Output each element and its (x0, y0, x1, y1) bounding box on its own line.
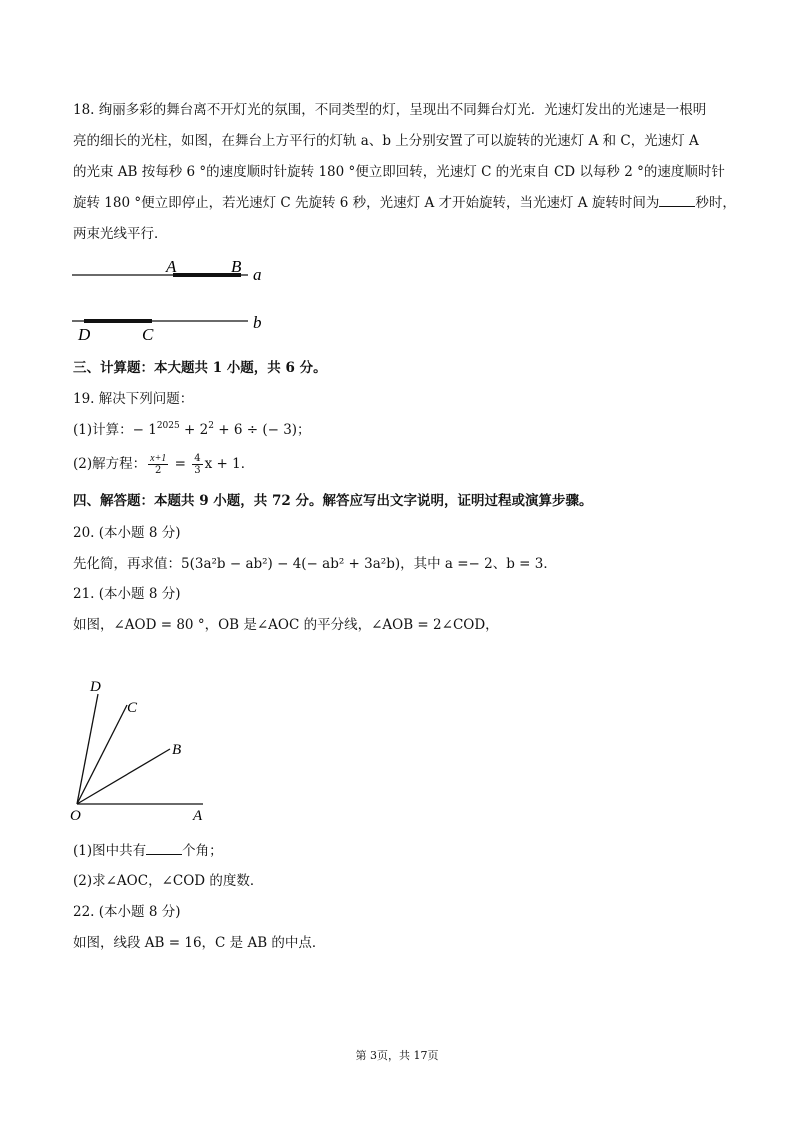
fraction-right-numerator: 4 (194, 453, 201, 464)
q21-p1-text: (1)图中共有 (73, 843, 147, 859)
q18-line-5: 两束光线平行． (73, 226, 168, 242)
fraction-left-numerator: x+1 (150, 453, 167, 464)
q19-p1-term-a: − 1 (132, 422, 157, 438)
ray-OD (77, 694, 98, 804)
q21-figure (60, 672, 230, 827)
label-O: O (70, 808, 81, 824)
label-B-top: B (231, 257, 242, 276)
q18-figure (60, 252, 280, 344)
q21-body: 如图，∠AOD = 80 °，OB 是∠AOC 的平分线，∠AOB = 2∠COD， (73, 617, 499, 633)
label-D: D (90, 679, 101, 695)
equals-sign: = (170, 456, 191, 472)
fraction-left-denominator: 2 (155, 465, 162, 476)
section-3-heading: 三、计算题：本大题共 1 小题，共 6 分。 (73, 360, 327, 376)
q20-body: 先化简，再求值：5(3a²b − ab²) − 4(− ab² + 3a²b)，其中 a =− 2、b = 3． (73, 556, 557, 572)
q18-line-3: 的光束 AB 按每秒 6 °的速度顺时针旋转 180 °便立即回转，光速灯 C 的光束自 CD 以每秒 2 °的速度顺时针 (73, 164, 725, 180)
label-A-top: A (166, 257, 177, 276)
q19-p1-exp-2: 2 (208, 421, 214, 431)
q19-part-1 (73, 421, 722, 439)
q20-title: 20. (本小题 8 分) (73, 525, 181, 541)
q18-line-4-text: 旋转 180 °便立即停止，若光速灯 C 先旋转 6 秒，光速灯 A 才开始旋转，当光速灯 A 旋转时间为 (73, 195, 660, 211)
label-D: D (78, 325, 91, 344)
label-B: B (172, 742, 182, 758)
q19-p2-rest: x + 1． (204, 456, 255, 472)
label-A: A (193, 808, 203, 824)
q19-p1-exp-1: 2025 (156, 421, 180, 431)
q19-p2-label: (2)解方程： (73, 456, 147, 472)
q18-line-4-end: 秒时， (695, 195, 736, 211)
q19-p1-term-c: + 6 ÷ (− 3)； (213, 422, 311, 438)
q19-part-2 (73, 452, 722, 476)
q22-title: 22. (本小题 8 分) (73, 904, 181, 920)
q21-part-2: (2)求∠AOC，∠COD 的度数． (73, 873, 264, 889)
label-C: C (127, 700, 138, 716)
q21-part-1 (73, 842, 722, 860)
q18-line-4 (73, 194, 736, 212)
label-b: b (253, 313, 262, 332)
answer-blank (659, 194, 695, 207)
q19-p1-label: (1)计算： (73, 422, 133, 438)
fraction-left (148, 453, 168, 476)
fraction-right (192, 453, 202, 476)
answer-blank (146, 842, 182, 855)
q18-line-2: 亮的细长的光柱，如图，在舞台上方平行的灯轨 a、b 上分别安置了可以旋转的光速灯 A 和 C，光速灯 A (73, 133, 699, 149)
q22-body: 如图，线段 AB = 16，C 是 AB 的中点． (73, 935, 326, 951)
q19-p1-term-b: + 2 (179, 422, 209, 438)
label-a: a (253, 265, 262, 284)
page-footer: 第 3页，共 17页 (355, 1049, 439, 1062)
q19-title: 19. 解决下列问题： (73, 391, 194, 407)
q18-line-1: 18. 绚丽多彩的舞台离不开灯光的氛围，不同类型的灯，呈现出不同舞台灯光．光速灯发出的光速是一根明 (73, 102, 707, 118)
label-C: C (142, 325, 154, 344)
section-4-heading: 四、解答题：本题共 9 小题，共 72 分。解答应写出文字说明，证明过程或演算步骤。 (73, 493, 593, 509)
fraction-right-denominator: 3 (194, 465, 201, 476)
q21-title: 21. (本小题 8 分) (73, 586, 181, 602)
q21-p1-end: 个角； (182, 843, 223, 859)
